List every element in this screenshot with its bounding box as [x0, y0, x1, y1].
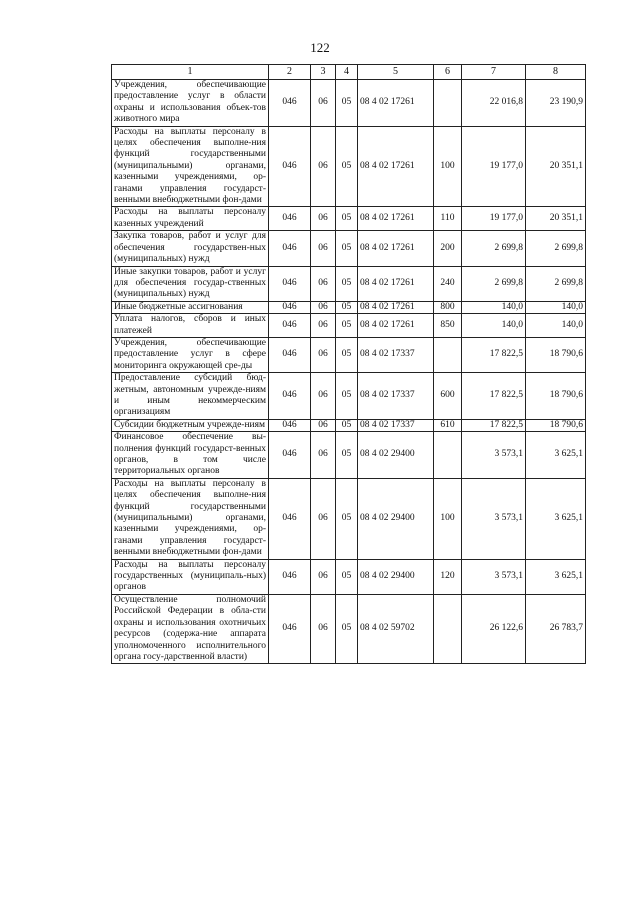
header-col-5: 5 — [358, 65, 434, 80]
expense-type-cell: 120 — [434, 559, 462, 594]
subsection-cell: 05 — [336, 207, 358, 231]
expense-type-cell: 240 — [434, 266, 462, 301]
target-article-cell: 08 4 02 17337 — [358, 419, 434, 431]
row-name-cell: Расходы на выплаты персоналу в целях обеспечения выполне-ния функций государственными (муниципальными) органами, казенными учреждениями, ор-ганами управления государст-венными внебюджетными фон-дами — [112, 126, 269, 207]
table-header — [112, 65, 586, 80]
expense-type-cell: 610 — [434, 419, 462, 431]
admin-code-cell: 046 — [269, 231, 311, 266]
header-col-1: 1 — [112, 65, 269, 80]
table-row — [112, 432, 586, 479]
amount-col8-cell: 3 625,1 — [526, 559, 586, 594]
section-cell: 06 — [311, 559, 336, 594]
page-number: 122 — [310, 40, 330, 55]
section-cell: 06 — [311, 266, 336, 301]
expense-type-cell: 600 — [434, 373, 462, 420]
amount-col7-cell: 17 822,5 — [462, 373, 526, 420]
target-article-cell: 08 4 02 17261 — [358, 80, 434, 127]
admin-code-cell: 046 — [269, 266, 311, 301]
expense-type-cell — [434, 80, 462, 127]
section-cell: 06 — [311, 373, 336, 420]
header-row — [112, 65, 586, 80]
expense-type-cell: 100 — [434, 478, 462, 559]
target-article-cell: 08 4 02 17337 — [358, 373, 434, 420]
amount-col8-cell: 18 790,6 — [526, 337, 586, 372]
admin-code-cell: 046 — [269, 301, 311, 313]
row-name-cell: Уплата налогов, сборов и иных платежей — [112, 314, 269, 338]
amount-col7-cell: 140,0 — [462, 301, 526, 313]
amount-col8-cell: 140,0 — [526, 314, 586, 338]
expense-type-cell: 200 — [434, 231, 462, 266]
admin-code-cell: 046 — [269, 126, 311, 207]
table-row — [112, 373, 586, 420]
amount-col7-cell: 26 122,6 — [462, 594, 526, 663]
section-cell: 06 — [311, 314, 336, 338]
amount-col7-cell: 3 573,1 — [462, 478, 526, 559]
amount-col8-cell: 2 699,8 — [526, 266, 586, 301]
table-row — [112, 231, 586, 266]
table-row — [112, 126, 586, 207]
table-row — [112, 314, 586, 338]
admin-code-cell: 046 — [269, 432, 311, 479]
row-name-cell: Иные бюджетные ассигнования — [112, 301, 269, 313]
subsection-cell: 05 — [336, 231, 358, 266]
target-article-cell: 08 4 02 17261 — [358, 266, 434, 301]
section-cell: 06 — [311, 337, 336, 372]
table-row — [112, 207, 586, 231]
amount-col8-cell: 23 190,9 — [526, 80, 586, 127]
admin-code-cell: 046 — [269, 478, 311, 559]
subsection-cell: 05 — [336, 594, 358, 663]
subsection-cell: 05 — [336, 559, 358, 594]
header-col-6: 6 — [434, 65, 462, 80]
row-name-cell: Предоставление субсидий бюд-жетным, автономным учрежде-ниям и иным некоммерческим организациям — [112, 373, 269, 420]
section-cell: 06 — [311, 432, 336, 479]
expense-type-cell — [434, 337, 462, 372]
header-col-8: 8 — [526, 65, 586, 80]
amount-col8-cell: 20 351,1 — [526, 207, 586, 231]
amount-col8-cell: 140,0 — [526, 301, 586, 313]
target-article-cell: 08 4 02 17261 — [358, 231, 434, 266]
row-name-cell: Финансовое обеспечение вы-полнения функций государст-венных органов, в том числе территориальных органов — [112, 432, 269, 479]
row-name-cell: Учреждения, обеспечивающие предоставление услуг в области охраны и использования объек-тов животного мира — [112, 80, 269, 127]
expense-type-cell: 850 — [434, 314, 462, 338]
expense-type-cell: 800 — [434, 301, 462, 313]
target-article-cell: 08 4 02 17261 — [358, 314, 434, 338]
admin-code-cell: 046 — [269, 373, 311, 420]
admin-code-cell: 046 — [269, 207, 311, 231]
row-name-cell: Расходы на выплаты персоналу казенных учреждений — [112, 207, 269, 231]
amount-col8-cell: 18 790,6 — [526, 419, 586, 431]
target-article-cell: 08 4 02 17261 — [358, 301, 434, 313]
expense-type-cell — [434, 432, 462, 479]
amount-col7-cell: 17 822,5 — [462, 419, 526, 431]
expense-type-cell: 110 — [434, 207, 462, 231]
section-cell: 06 — [311, 126, 336, 207]
target-article-cell: 08 4 02 17337 — [358, 337, 434, 372]
amount-col8-cell: 18 790,6 — [526, 373, 586, 420]
amount-col7-cell: 2 699,8 — [462, 266, 526, 301]
row-name-cell: Осуществление полномочий Российской Федерации в обла-сти охраны и использования охотничьих ресурсов (содержа-ние аппарата уполномоченного исполнительного органа госу-дарственной власти) — [112, 594, 269, 663]
target-article-cell: 08 4 02 17261 — [358, 126, 434, 207]
amount-col7-cell: 22 016,8 — [462, 80, 526, 127]
subsection-cell: 05 — [336, 337, 358, 372]
target-article-cell: 08 4 02 59702 — [358, 594, 434, 663]
target-article-cell: 08 4 02 29400 — [358, 432, 434, 479]
amount-col8-cell: 2 699,8 — [526, 231, 586, 266]
amount-col8-cell: 20 351,1 — [526, 126, 586, 207]
section-cell: 06 — [311, 478, 336, 559]
table-row — [112, 337, 586, 372]
subsection-cell: 05 — [336, 478, 358, 559]
section-cell: 06 — [311, 80, 336, 127]
table-row — [112, 266, 586, 301]
table-row — [112, 419, 586, 431]
section-cell: 06 — [311, 231, 336, 266]
amount-col8-cell: 3 625,1 — [526, 432, 586, 479]
header-col-7: 7 — [462, 65, 526, 80]
section-cell: 06 — [311, 207, 336, 231]
table-row — [112, 80, 586, 127]
row-name-cell: Закупка товаров, работ и услуг для обеспечения государствен-ных (муниципальных) нужд — [112, 231, 269, 266]
subsection-cell: 05 — [336, 314, 358, 338]
target-article-cell: 08 4 02 17261 — [358, 207, 434, 231]
subsection-cell: 05 — [336, 419, 358, 431]
table-row — [112, 559, 586, 594]
row-name-cell: Учреждения, обеспечивающие предоставление услуг в сфере мониторинга окружающей сре-ды — [112, 337, 269, 372]
amount-col8-cell: 3 625,1 — [526, 478, 586, 559]
admin-code-cell: 046 — [269, 80, 311, 127]
expense-type-cell — [434, 594, 462, 663]
row-name-cell: Субсидии бюджетным учрежде-ниям — [112, 419, 269, 431]
row-name-cell: Расходы на выплаты персоналу государственных (муниципаль-ных) органов — [112, 559, 269, 594]
admin-code-cell: 046 — [269, 337, 311, 372]
amount-col7-cell: 17 822,5 — [462, 337, 526, 372]
amount-col7-cell: 3 573,1 — [462, 432, 526, 479]
table-body — [112, 80, 586, 664]
header-col-3: 3 — [311, 65, 336, 80]
expense-type-cell: 100 — [434, 126, 462, 207]
amount-col7-cell: 19 177,0 — [462, 126, 526, 207]
row-name-cell: Иные закупки товаров, работ и услуг для обеспечения государ-ственных (муниципальных) нужд — [112, 266, 269, 301]
table-row — [112, 594, 586, 663]
admin-code-cell: 046 — [269, 419, 311, 431]
amount-col8-cell: 26 783,7 — [526, 594, 586, 663]
amount-col7-cell: 140,0 — [462, 314, 526, 338]
budget-table — [111, 64, 586, 664]
admin-code-cell: 046 — [269, 314, 311, 338]
table-row — [112, 301, 586, 313]
subsection-cell: 05 — [336, 373, 358, 420]
subsection-cell: 05 — [336, 126, 358, 207]
admin-code-cell: 046 — [269, 594, 311, 663]
row-name-cell: Расходы на выплаты персоналу в целях обеспечения выполне-ния функций государственными (муниципальными) органами, казенными учреждениями, ор-ганами управления государст-венными внебюджетными фон-дами — [112, 478, 269, 559]
subsection-cell: 05 — [336, 432, 358, 479]
subsection-cell: 05 — [336, 80, 358, 127]
subsection-cell: 05 — [336, 301, 358, 313]
table-row — [112, 478, 586, 559]
amount-col7-cell: 19 177,0 — [462, 207, 526, 231]
section-cell: 06 — [311, 594, 336, 663]
amount-col7-cell: 3 573,1 — [462, 559, 526, 594]
target-article-cell: 08 4 02 29400 — [358, 478, 434, 559]
amount-col7-cell: 2 699,8 — [462, 231, 526, 266]
header-col-4: 4 — [336, 65, 358, 80]
section-cell: 06 — [311, 419, 336, 431]
header-col-2: 2 — [269, 65, 311, 80]
target-article-cell: 08 4 02 29400 — [358, 559, 434, 594]
admin-code-cell: 046 — [269, 559, 311, 594]
section-cell: 06 — [311, 301, 336, 313]
subsection-cell: 05 — [336, 266, 358, 301]
